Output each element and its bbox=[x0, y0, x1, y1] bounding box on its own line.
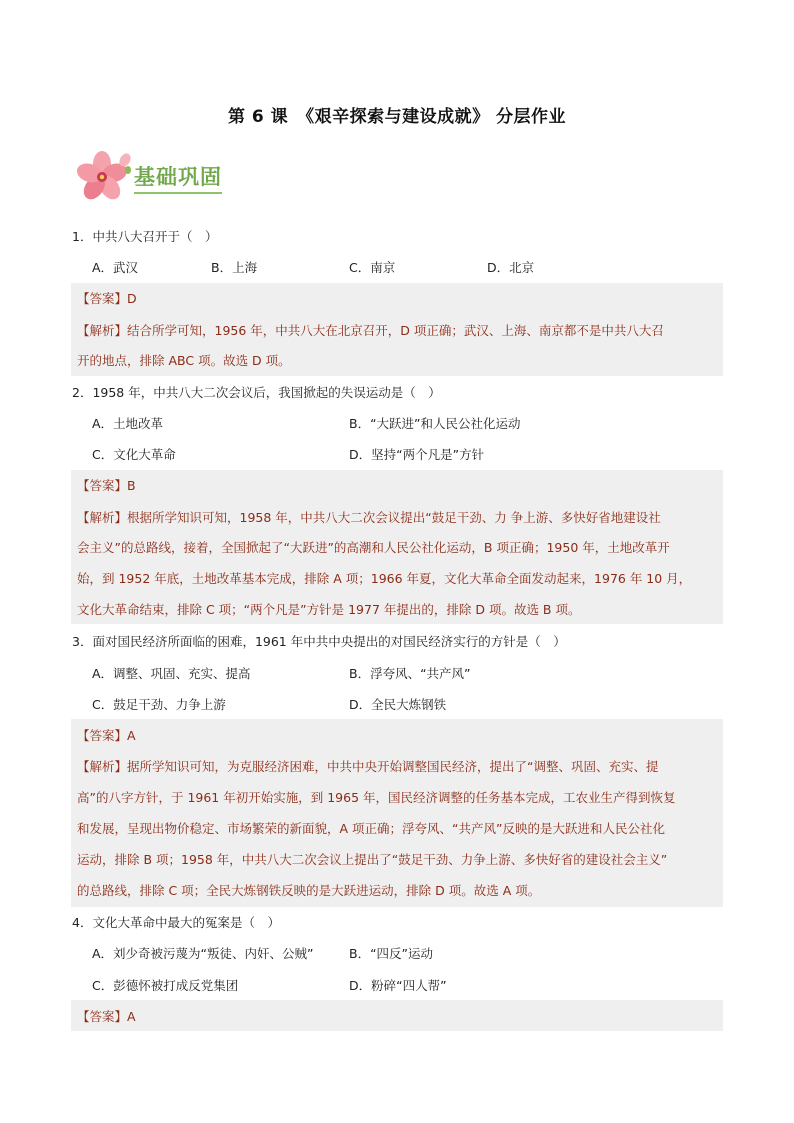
analysis-line: 运动，排除 B 项；1958 年，中共八大二次会议上提出了“鼓足干劲、力争上游、多快好省的建设社会主义” bbox=[77, 852, 668, 867]
option-c: C．文化大革命 bbox=[92, 447, 176, 462]
answer-text: 【答案】B bbox=[77, 478, 136, 493]
option-b: B．上海 bbox=[211, 260, 258, 275]
answer-box bbox=[71, 470, 723, 624]
question-stem: 4．文化大革命中最大的冤案是（ ） bbox=[72, 915, 280, 930]
option-c: C．鼓足干劲、力争上游 bbox=[92, 697, 226, 712]
analysis-line: 会主义”的总路线，接着，全国掀起了“大跃进”的高潮和人民公社化运动，B 项正确；1950 年，土地改革开 bbox=[77, 540, 670, 555]
question-stem: 2．1958 年，中共八大二次会议后，我国掀起的失误运动是（ ） bbox=[72, 385, 441, 400]
section-header bbox=[76, 150, 276, 202]
answer-text: 【答案】A bbox=[77, 1009, 136, 1024]
answer-box bbox=[71, 1000, 723, 1031]
answer-box bbox=[71, 283, 723, 376]
flower-icon bbox=[76, 150, 134, 202]
analysis-line: 始，到 1952 年底，土地改革基本完成，排除 A 项；1966 年夏，文化大革命全面发动起来，1976 年 10 月， bbox=[77, 571, 692, 586]
analysis-line: 【解析】根据所学知识可知，1958 年，中共八大二次会议提出“鼓足干劲、力 争上游、多快好省地建设社 bbox=[77, 510, 661, 525]
option-d: D．粉碎“四人帮” bbox=[349, 978, 447, 993]
analysis-line: 【解析】据所学知识可知，为克服经济困难，中共中央开始调整国民经济，提出了“调整、巩固、充实、提 bbox=[77, 759, 659, 774]
answer-box bbox=[71, 719, 723, 907]
question-stem: 1．中共八大召开于（ ） bbox=[72, 229, 218, 244]
option-b: B．“大跃进”和人民公社化运动 bbox=[349, 416, 521, 431]
option-d: D．全民大炼钢铁 bbox=[349, 697, 447, 712]
answer-text: 【答案】D bbox=[77, 291, 137, 306]
analysis-line: 文化大革命结束，排除 C 项；“两个凡是”方针是 1977 年提出的，排除 D 项。故选 B 项。 bbox=[77, 602, 581, 617]
option-c: C．南京 bbox=[349, 260, 396, 275]
option-a: A．调整、巩固、充实、提高 bbox=[92, 666, 251, 681]
section-label: 基础巩固 bbox=[134, 161, 222, 194]
option-b: B．“四反”运动 bbox=[349, 946, 434, 961]
question-stem: 3．面对国民经济所面临的困难，1961 年中共中央提出的对国民经济实行的方针是（ ） bbox=[72, 634, 566, 649]
option-a: A．武汉 bbox=[92, 260, 139, 275]
answer-text: 【答案】A bbox=[77, 728, 136, 743]
analysis-line: 【解析】结合所学可知，1956 年，中共八大在北京召开，D 项正确；武汉、上海、南京都不是中共八大召 bbox=[77, 323, 664, 338]
analysis-line: 的总路线，排除 C 项；全民大炼钢铁反映的是大跃进运动，排除 D 项。故选 A 项。 bbox=[77, 883, 541, 898]
option-d: D．北京 bbox=[487, 260, 535, 275]
analysis-line: 开的地点，排除 ABC 项。故选 D 项。 bbox=[77, 353, 291, 368]
page-title: 第 6 课 《艰辛探索与建设成就》 分层作业 bbox=[227, 107, 567, 127]
analysis-line: 高”的八字方针，于 1961 年初开始实施，到 1965 年，国民经济调整的任务基本完成，工农业生产得到恢复 bbox=[77, 790, 676, 805]
option-b: B．浮夸风、“共产风” bbox=[349, 666, 471, 681]
analysis-line: 和发展，呈现出物价稳定、市场繁荣的新面貌，A 项正确；浮夸风、“共产风”反映的是大跃进和人民公社化 bbox=[77, 821, 665, 836]
option-a: A．刘少奇被污蔑为“叛徒、内奸、公贼” bbox=[92, 946, 314, 961]
option-d: D．坚持“两个凡是”方针 bbox=[349, 447, 485, 462]
option-a: A．土地改革 bbox=[92, 416, 164, 431]
option-c: C．彭德怀被打成反党集团 bbox=[92, 978, 239, 993]
